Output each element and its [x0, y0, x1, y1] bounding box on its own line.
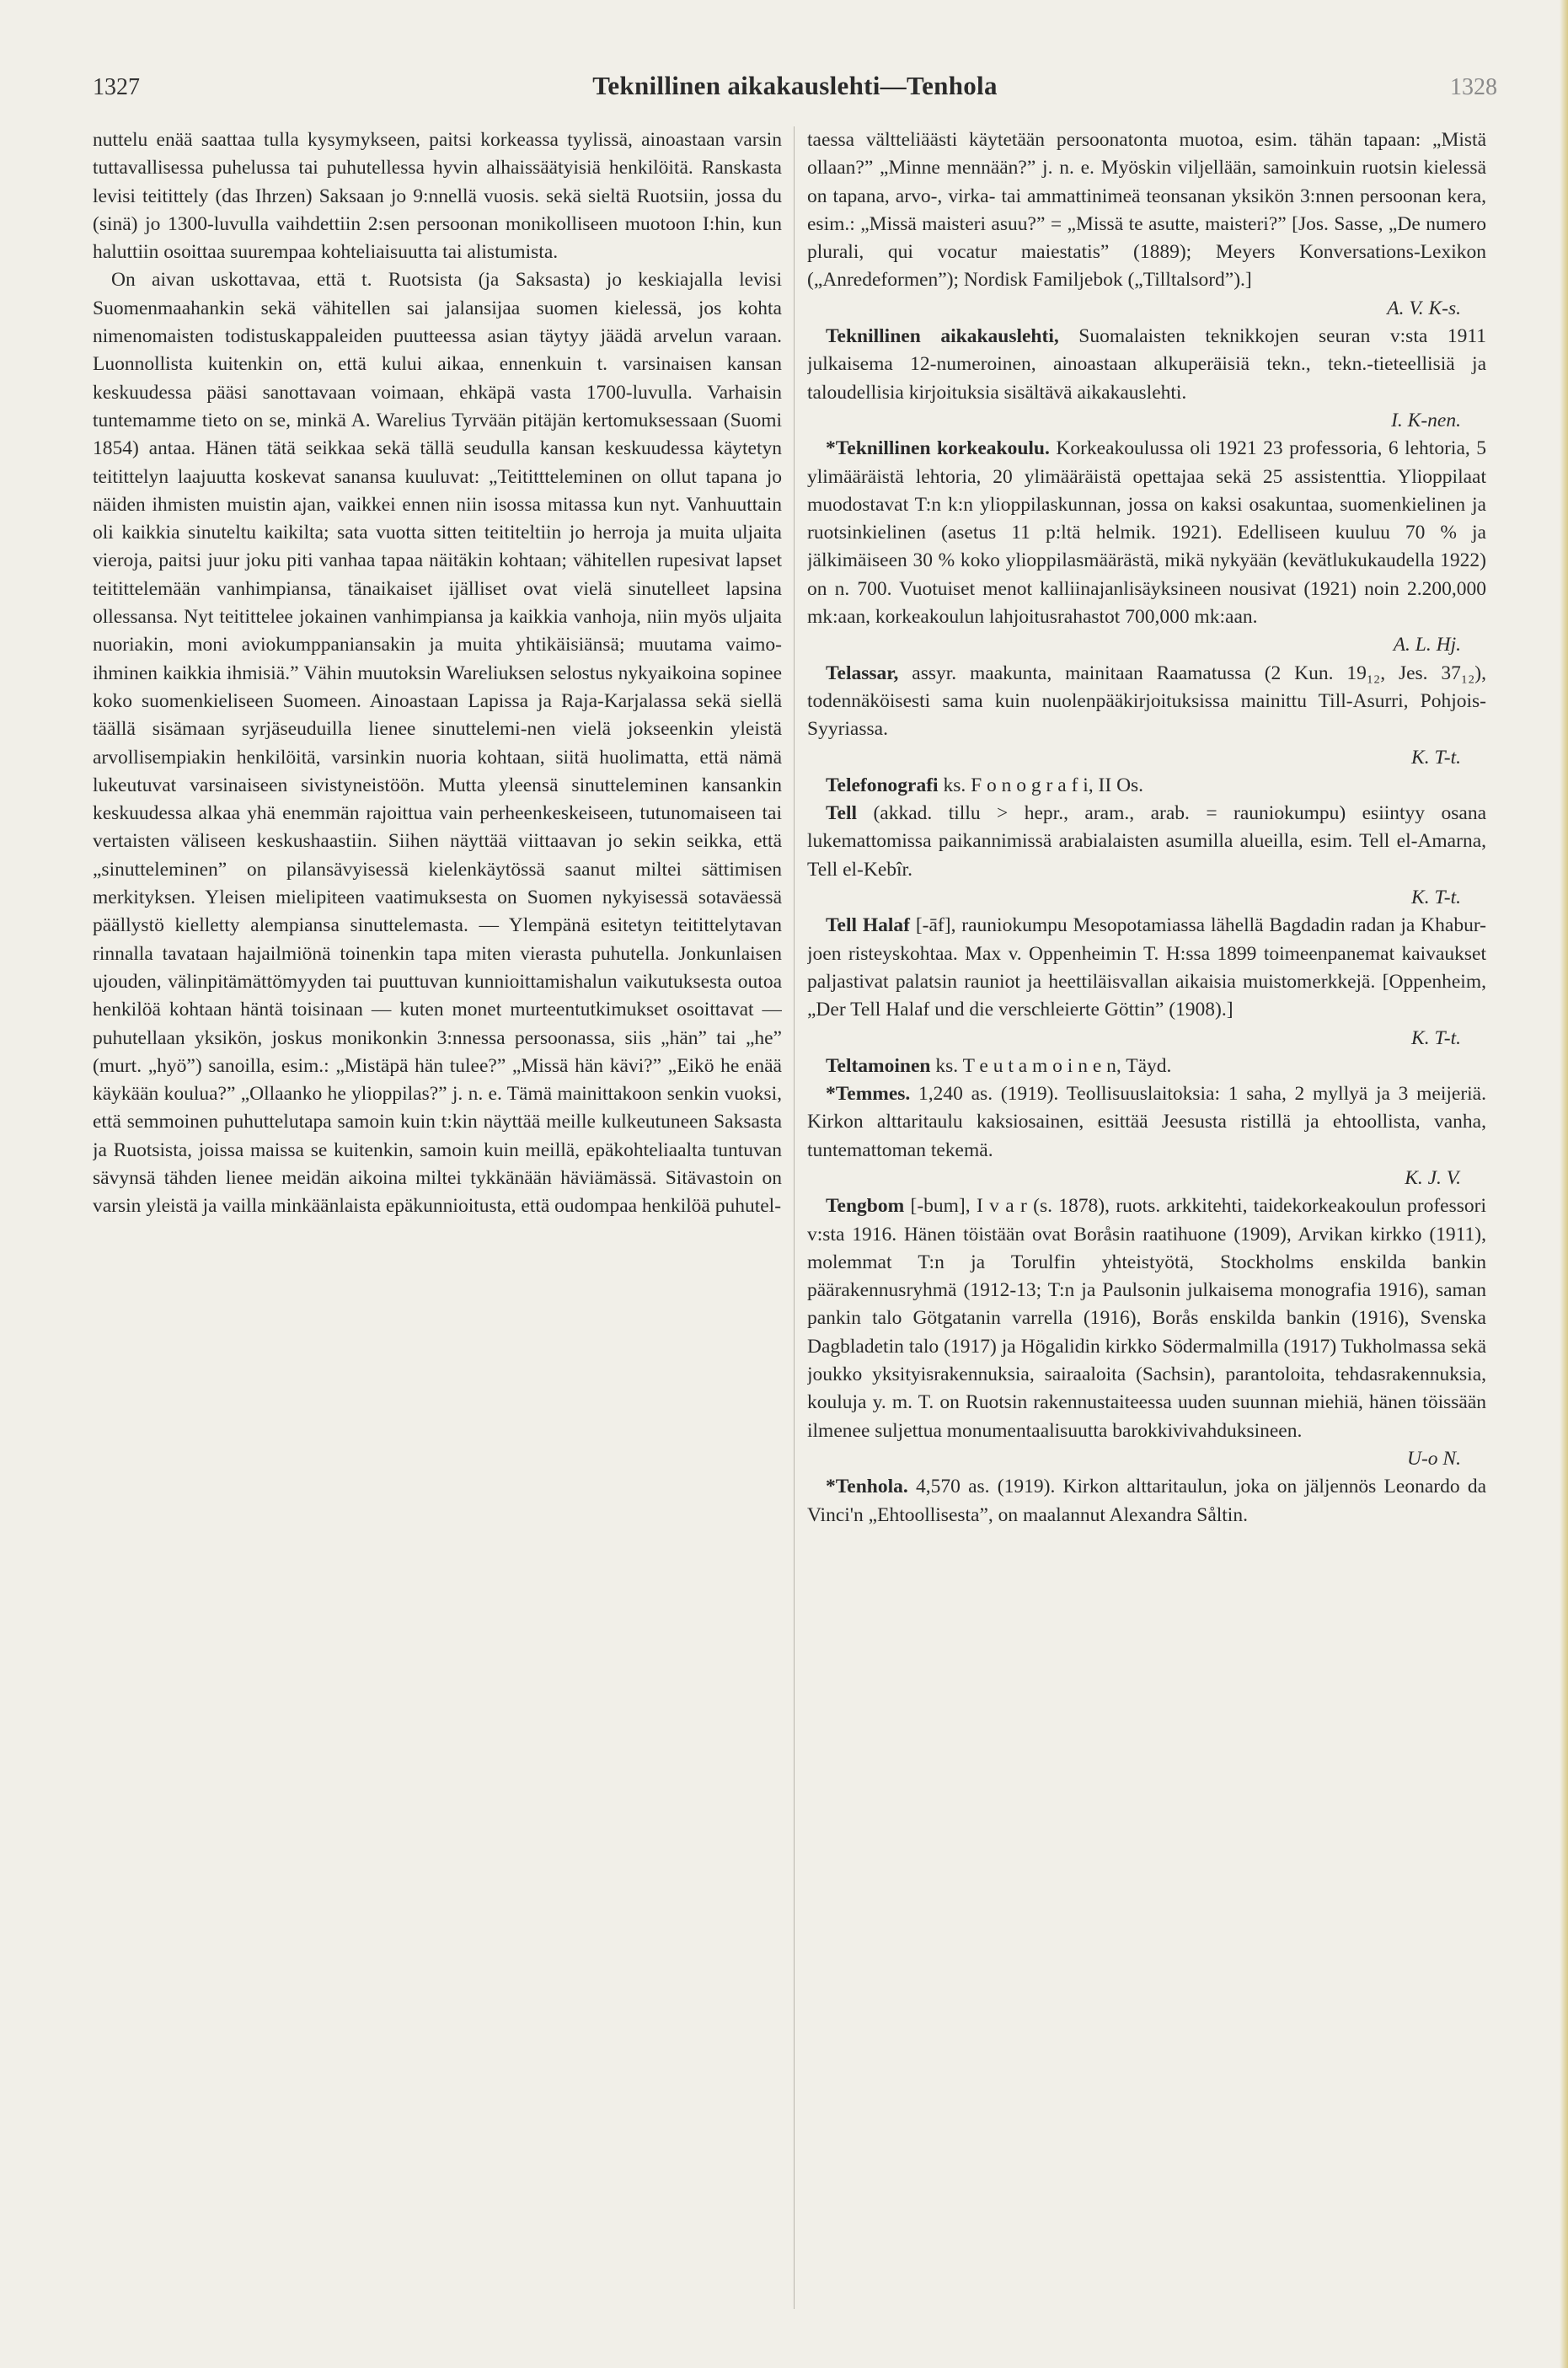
- right-column: [807, 126, 1486, 2334]
- entry-signature: U-o N.: [1407, 1447, 1461, 1470]
- running-title: Teknillinen aikakauslehti—Tenhola: [592, 71, 998, 100]
- entry-headword: Tengbom: [826, 1195, 905, 1218]
- page-edge: [1560, 0, 1568, 2368]
- entry-3: [807, 660, 1486, 772]
- entry-text: assyr. maakunta, mainitaan Raamatussa (2 Kun. 19₁₂, Jes. 37₁₂), todennäköisesti sama kuin nuolenpääkirjoituksissa mainittu Till-Asurri, Pohjois-Syyriassa.: [807, 662, 1486, 741]
- page-header: [93, 71, 1497, 108]
- entry-headword: *Temmes.: [826, 1083, 911, 1106]
- entry-7: [807, 1053, 1486, 1080]
- entry-text: Suomalaisten teknikkojen seuran v:sta 1911 julkaisema 12-numeroinen, ainoastaan alkuperäisiä tekn., tekn.-tieteellisiä ja taloudellisia kirjoituksia sisältävä aikakauslehti.: [807, 325, 1486, 404]
- entry-text: ks. T e u t a m o i n e n, Täyd.: [930, 1054, 1172, 1077]
- entry-6: [807, 912, 1486, 1052]
- entry-headword: Teltamoinen: [826, 1054, 931, 1077]
- left-paragraph-2: On aivan uskottavaa, että t. Ruotsista (ja Saksasta) jo keskiajalla levisi Suomenmaahankin sekä vähitellen sai jalansijaa suomen kielessä, jos kohta nimenomaisten todistuskappaleiden puutteessa asian täytyy jäädä arvelun varaan. Luonnollista kuitenkin on, että kului aikaa, ennenkuin t. varsinaisen kansan keskuudessa pääsi sanottavaan voimaan, ehkäpä vasta 1700-luvulla. Varhaisin tuntemamme tieto on se, minkä A. Warelius Tyrvään pitäjän kertomuksessaan (Suomi 1854) antaa. Hänen tätä seikkaa sekä tällä seudulla kansan keskuudessa käytetyn teitittelyn laajuutta koskevat sanansa kuuluvat: „Teitittteleminen on ollut tapana jo näiden ihmisten muistin ajan, vaikkei ennen niin isossa mitassa kun nyt. Vanhuuttain oli kaikkia sinuteltu kaikilta; sata vuotta sitten teititeltiin jo herroja ja muita uljaita vieroja, paitsi juur joku piti vanhaa tapaa näitäkin kohtaan; vähitellen rupesivat lapset teitittelemään vanhimpiansa, tänaikaiset ijälliset ovat vielä sinutelleet lapsina ollessansa. Nyt teitittelee jokainen vanhimpiansa ja kaikkia vanhoja, niin myös uljaita nuoriakin, moni aviokumppaniansakin ja muita yhtikäisiänsä; muutama vaimo-ihminen kaikkia ihmisiä.” Vähin muutoksin Wareliuksen selostus nykyaikoina sopinee koko suomenkieliseen Suomeen. Ainoastaan Lapissa ja Raja-Karjalassa sekä siellä täällä sisämaan syrjäseuduilla lienee sinuttelemi-nen vielä jokseenkin yleistä arvollisempiakin henkilöitä, varsinkin nuoria kohtaan, siitä huolimatta, että nämä lukeutuvat varsinaiseen sivistyneistöön. Mutta yleensä sinutteleminen kansankin keskuudessa alkaa yhä enemmän rajoittua vain perheenkeskeiseen, tutunomaiseen tai vertaisten väliseen keskushaastiin. Siihen näyttää viittaavan jo sekin seikka, että „sinutteleminen” on pilansävyisessä kielenkäytössä saanut miltei sättimisen merkityksen. Yleisen mielipiteen vaatimuksesta on Suomen nykyisessä sotaväessä päällystö kielletty alempiansa sinuttelemasta. — Ylempänä esitetyn teitittelytavan rinnalla tavataan hajailmiönä toinenkin tapa miten vierasta puhutella. Jonkunlaisen ujouden, välinpitämättömyyden tai puuttuvan kunnioittamishalun vaikutuksesta outoa henkilöä kohtaan häntä toisinaan — kuten monet murteentutkimukset osoittavat — puhutellaan yksikön, joskus monikonkin 3:nnessa persoonassa, siis „hän” tai „he” (murt. „hyö”) sanoilla, esim.: „Mistäpä hän tulee?” „Missä hän kävi?” „Eikö he enää käykään koulua?” „Ollaanko he ylioppilas?” j. n. e. Tämä mainittakoon senkin vuoksi, että semmoinen puhuttelutapa samoin kuin t:kin näyttää meille kulkeutuneen Saksasta ja Ruotsista, joissa maissa se kuitenkin, samoin kuin meillä, epäkohteliaalta tuntuvan sävynsä tähden lienee meidän aikoina miltei tykkänään häviämässä. Sitävastoin on varsin yleistä ja vailla minkäänlaista epäkunnioitusta, että oudompaa henkilöä puhutel-: [93, 269, 782, 1218]
- entry-headword: Teknillinen aikakauslehti,: [826, 325, 1059, 348]
- entry-text: 1,240 as. (1919). Teollisuuslaitoksia: 1 saha, 2 myllyä ja 3 meijeriä. Kirkon alttaritaulu kaksiosainen, esittää Jeesusta ristillä ja ehtoollista, vanha, tuntemattoman tekemä.: [807, 1083, 1486, 1161]
- entry-5: [807, 800, 1486, 912]
- entry-headword: Telefonografi: [826, 774, 939, 796]
- entry-signature: K. J. V.: [1405, 1166, 1461, 1189]
- entry-text: ks. F o n o g r a f i, II Os.: [938, 774, 1144, 796]
- entry-text: Korkeakoulussa oli 1921 23 professoria, 6 lehtoria, 5 ylimääräistä lehtoria, 20 ylimääräistä opettajaa sekä 25 assistenttia. Ylioppilaat muodostavat T:n k:n ylioppilaskunnan, jossa on kaksi osakuntaa, suomenkielinen ja ruotsinkielinen (asetus 11 p:ltä helmik. 1921). Edelliseen kuuluu 70 % ja jälkimäiseen 30 % koko ylioppilasmäärästä, mikä nykyään (kevätlukukaudella 1922) on n. 700. Vuotuiset menot kalliinajanlisäyksineen nousivat (1921) noin 2.200,000 mk:aan, korkeakoulun lahjoitusrahastot 700,000 mk:aan.: [807, 437, 1486, 629]
- left-page-number: 1327: [93, 74, 140, 100]
- entry-signature: K. T-t.: [1411, 1026, 1461, 1049]
- entry-9: [807, 1192, 1486, 1473]
- entry-signature: A. L. Hj.: [1393, 634, 1461, 656]
- entry-text: [-āf], rauniokumpu Mesopotamiassa lähellä Bagdadin radan ja Khabur-joen risteyskohtaa. Max v. Oppenheimin T. H:ssa 1899 toimeenpanemat kaivaukset paljastivat palatsin rauniot ja heettiläisvallan aikaisia muistomerkkejä. [Oppenheim, „Der Tell Halaf und die verschleierte Göttin” (1908).]: [807, 914, 1486, 1021]
- left-paragraph-1: nuttelu enää saattaa tulla kysymykseen, paitsi korkeassa tyylissä, ainoastaan varsin tuttavallisessa puhelussa tai puhutellessa hyvin alhaissäätyisiä henkilöitä. Ranskasta levisi teitittely (das Ihrzen) Saksaan jo 9:nnellä vuosis. sekä sieltä Ruotsiin, jossa du (sinä) jo 1300-luvulla vaihdettiin 2:sen persoonan monikolliseen muotoon I:hin, kun haluttiin osoittaa suurempaa kohteliaisuutta tai alistumista.: [93, 129, 782, 264]
- entry-signature: K. T-t.: [1411, 746, 1461, 769]
- entry-headword: Telassar,: [826, 662, 899, 684]
- entry-text: taessa vältteliäästi käytetään persoonatonta muotoa, esim. tähän tapaan: „Mistä ollaan?” „Minne mennään?” j. n. e. Myöskin viljellään, samoinkuin ruotsin kielessä on tapana, arvo-, virka- tai ammattinimeä teonsanan yksikön 3:nnen persoonan kera, esim.: „Missä maisteri asuu?” = „Missä te asutte, maisteri?” [Jos. Sasse, „De numero plurali, qui vocatur maiestatis” (1889); Meyers Konversations-Lexikon („Anredeformen”); Nordisk Familjebok („Tilltalsord”).]: [807, 129, 1486, 292]
- entry-text: 4,570 as. (1919). Kirkon alttaritaulun, joka on jäljennös Leonardo da Vinci'n „Ehtoollisesta”, on maalannut Alexandra Såltin.: [807, 1476, 1486, 1526]
- entry-headword: Tell Halaf: [826, 914, 910, 937]
- entry-headword: *Tenhola.: [826, 1476, 908, 1498]
- entry-signature: K. T-t.: [1411, 887, 1461, 909]
- entry-signature: I. K-nen.: [1391, 409, 1461, 431]
- entry-headword: Tell: [826, 802, 858, 825]
- entry-4: [807, 772, 1486, 800]
- entry-1: [807, 323, 1486, 435]
- entry-8: [807, 1080, 1486, 1192]
- entry-0: [807, 126, 1486, 323]
- entry-signature: A. V. K-s.: [1387, 297, 1461, 319]
- column-divider: [794, 126, 795, 2309]
- entry-text: (akkad. tillu > hepr., aram., arab. = rauniokumpu) esiintyy osana lukemattomissa paikannimissä arabialaisten asumilla alueilla, esim. Tell el-Amarna, Tell el-Kebîr.: [807, 802, 1486, 881]
- right-page-number: 1328: [1449, 74, 1497, 100]
- entry-text: [-bum], I v a r (s. 1878), ruots. arkkitehti, taidekorkeakoulun professori v:sta 1916. Hänen töistään ovat Boråsin raatihuone (1909), Arvikan kirkko (1911), molemmat T:n ja Torulfin yhteistyötä, Stockholms enskilda bankin päärakennusryhmä (1912-13; T:n ja Paulsonin julkaisema monografia 1916), saman pankin talo Götgatanin varrella (1916), Borås enskilda bankin (1916), Svenska Dagbladetin talo (1917) ja Högalidin kirkko Södermalmilla (1917) Tukholmassa sekä joukko yksityisrakennuksia, sairaaloita (Sachsin), parantoloita, tehdasrakennuksia, kouluja y. m. T. on Ruotsin rakennustaiteessa uuden suunnan miehiä, hänen töissään ilmenee suljettua monumentaalisuutta barokkivivahduksineen.: [807, 1195, 1486, 1442]
- entry-10: [807, 1473, 1486, 1530]
- entry-headword: *Teknillinen korkeakoulu.: [826, 437, 1050, 460]
- entry-2: [807, 435, 1486, 659]
- left-column: [93, 126, 782, 2334]
